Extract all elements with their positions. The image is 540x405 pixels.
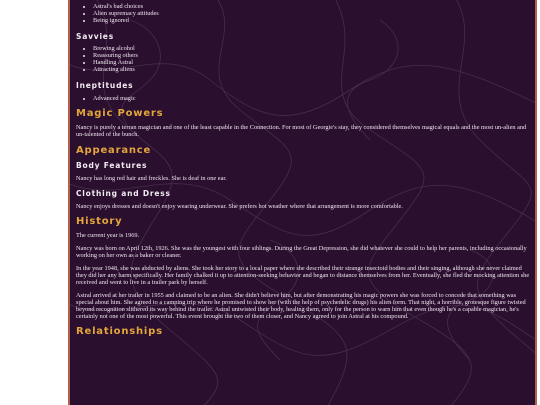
body-features-text: Nancy has long red hair and freckles. She is deaf in one ear. [76,175,227,182]
history-paragraph: Nancy was born on April 12th, 1926. She was the youngest with four siblings. During the Great Depression, she did whatever she could to help her parents, including occasionally working on her own as a baker or cleaner. [76,245,527,259]
list-item: • Advanced magic [93,95,531,102]
savvies-list [76,45,531,73]
list-item: • Handling Astral [93,59,531,66]
list-item: • Being ignored [93,17,531,24]
list-item: • Reassuring others [93,52,531,59]
section-heading-relationships: Relationships [76,326,163,337]
list-item: • Attracting aliens [93,66,531,73]
list-item: • Alien supremacy attitudes [93,10,531,17]
history-paragraph: In the year 1948, she was abducted by aliens. She took her story to a local paper where she described their strange insectoid bodies and their singing, although she never claimed they did her any harm specifically. Her family chalked it up to attention-seeking behavior and began to distance themselves from her. Eventually, she fled the mocking attention she received and went to live in a trailer park by herself. [76,265,530,286]
ineptitudes-list [76,95,531,102]
section-heading-body-features: Body Features [76,161,148,170]
wiki-page [68,0,537,405]
article-content [76,0,531,335]
list-item: • Astral's bad choices [93,3,531,10]
clothing-text: Nancy enjoys dresses and doesn't enjoy wearing underwear. She prefers hot weather where that arrangement is more comfortable. [76,203,403,210]
history-paragraph: The current year is 1969. [76,232,140,239]
section-heading-clothing: Clothing and Dress [76,189,171,198]
list-item: • Brewing alcohol [93,45,531,52]
section-heading-appearance: Appearance [76,145,152,156]
section-heading-magic-powers: Magic Powers [76,108,164,119]
section-heading-ineptitudes: Ineptitudes [76,81,134,90]
section-heading-history: History [76,216,123,227]
history-paragraph: Astral arrived at her trailer in 1955 and claimed to be an alien. She didn't believe him, but after demonstrating his magic powers she was forced to concede that something was special about him. She agreed to a camping trip where he promised to show her (with the help of psychedelic drugs) his alien form. That night, a horrible, grotesque figure twisted beyond recognition slithered its way behind the trailer. Astral untwisted their body, healing them, only for the person to warn him that even though he's a capable magician, he's certainly not one of the most powerful. This event brought the two of them closer, and Nancy agreed to join Astral at his compound. [76,292,526,320]
magic-powers-text: Nancy is purely a terran magician and one of the least capable in the Connection. For most of Georgie's stay, they considered themselves magical equals and the most un-alien and un-talented of the bunch. [76,124,527,138]
flaws-list [76,3,531,24]
section-heading-savvies: Savvies [76,32,114,41]
